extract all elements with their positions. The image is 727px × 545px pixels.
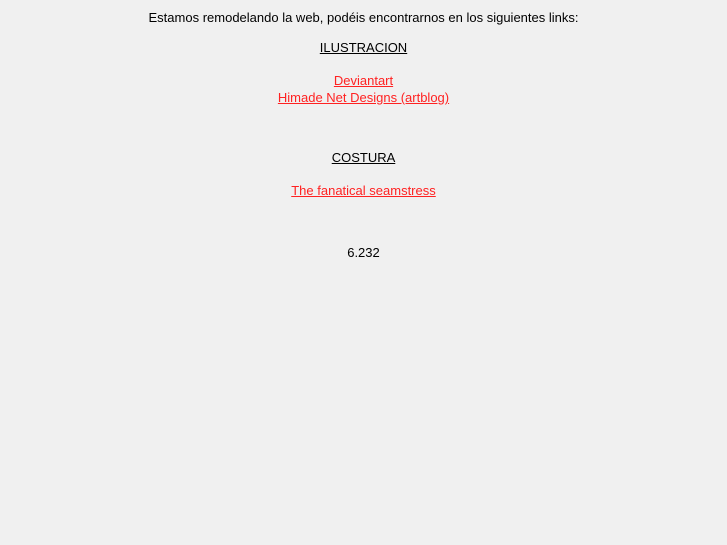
link-line <box>0 72 727 89</box>
spacer <box>0 56 727 72</box>
link-himade-net-designs[interactable]: Himade Net Designs (artblog) <box>277 90 450 105</box>
link-line <box>0 182 727 199</box>
link-line <box>0 89 727 106</box>
intro-text: Estamos remodelando la web, podéis encontrarnos en los siguientes links: <box>148 10 579 25</box>
visitor-counter: 6.232 <box>347 245 380 260</box>
link-deviantart[interactable]: Deviantart <box>333 73 394 88</box>
spacer <box>0 26 727 40</box>
spacer <box>0 106 727 150</box>
section-heading-ilustracion: ILUSTRACION <box>319 40 408 55</box>
spacer <box>0 199 727 245</box>
link-the-fanatical-seamstress[interactable]: The fanatical seamstress <box>291 183 436 198</box>
spacer <box>0 166 727 182</box>
section-heading-costura: COSTURA <box>331 150 396 165</box>
